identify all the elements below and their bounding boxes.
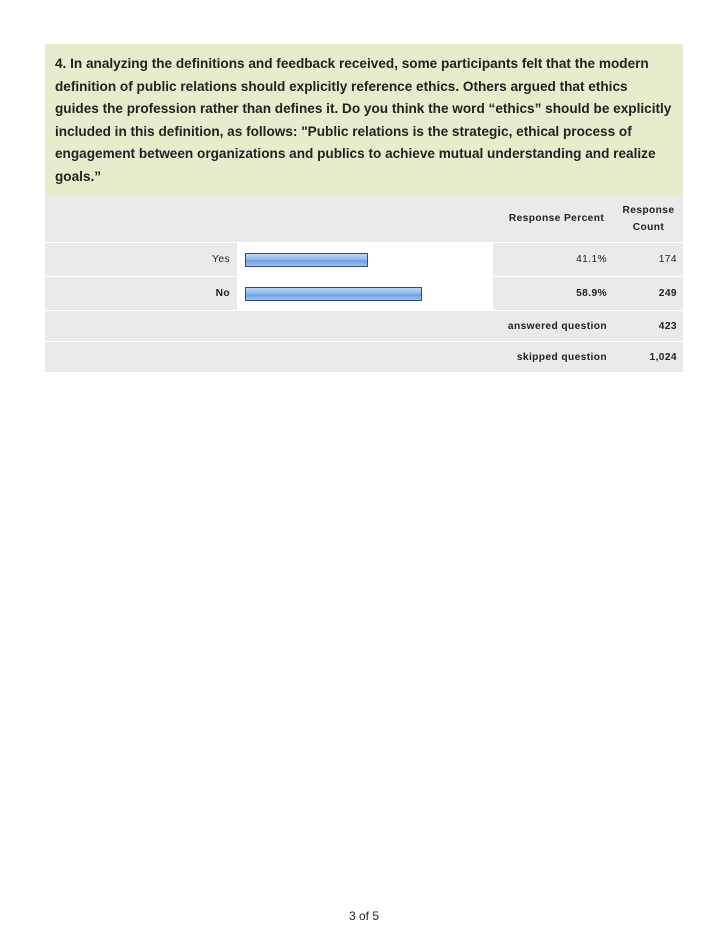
page-number: 3 of 5 [348,909,380,923]
answer-label-no: No [45,277,237,310]
header-response-count: Response Count [622,204,675,233]
table-header-row [45,195,683,243]
bar-yes [245,253,368,267]
skipped-question-row [45,342,683,373]
count-no: 249 [614,277,683,310]
bar-track-yes [245,253,455,267]
header-blank-chart [237,195,493,242]
response-table [45,195,683,373]
skipped-question-count: 1,024 [649,351,677,363]
table-row-no [45,277,683,311]
count-yes: 174 [614,243,683,276]
percent-no: 58.9% [493,277,614,310]
table-row-yes [45,243,683,277]
bar-no [245,287,422,301]
question-text: 4. In analyzing the definitions and feedback received, some participants felt that the modern definition of public relations should explicitly reference ethics. Others argued that ethics guides the profession rather than defines it. Do you think the word “ethics” should be explicitly included in this definition, as follows: "Public relations is the strategic, ethical process of engagement between organizations and publics to achieve mutual understanding and realize goals.” [45,44,683,195]
answered-question-count: 423 [658,320,677,332]
survey-question-block [45,44,683,373]
header-response-percent: Response Percent [508,213,605,224]
bar-cell-yes [237,243,493,276]
skipped-question-label: skipped question [516,351,607,363]
answer-label-yes: Yes [45,243,237,276]
bar-track-no [245,287,455,301]
percent-yes: 41.1% [493,243,614,276]
answered-question-label: answered question [507,320,607,332]
answered-question-row [45,311,683,342]
bar-cell-no [237,277,493,310]
